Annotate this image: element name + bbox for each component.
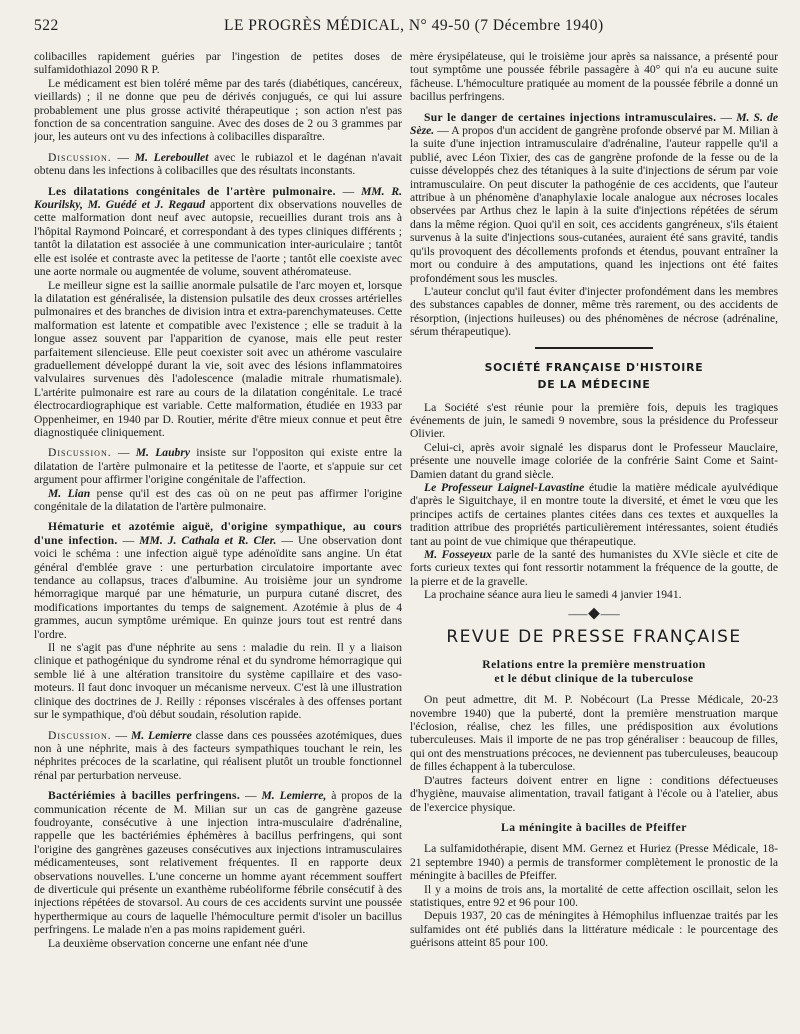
discussion-text: avec le rubiazol et le dagénan n'avait obtenu dans les infections à colibacilles que des résultats inconstants. bbox=[34, 150, 402, 178]
discussion-paragraph: Discussion. — M. Laubry insiste sur l'oppositon qui existe entre la dilatation de l'artère pulmonaire et la petitesse de l'aorte, et s'appuie sur cet argument pour affirmer l'origine congénitale de l'affection. bbox=[34, 446, 402, 487]
right-column bbox=[410, 50, 778, 1030]
section-title: Les dilatations congénitales de l'artère pulmonaire. bbox=[48, 184, 336, 198]
society-heading-line: DE LA MÉDECINE bbox=[537, 377, 651, 391]
left-column bbox=[34, 50, 402, 1030]
author: M. Lemierre bbox=[130, 728, 192, 742]
paragraph: Depuis 1937, 20 cas de méningites à Hémophilus influenzae traités par les sulfamides ont été publiés dans la littérature médicale : le pourcentage des guérisons atteint 85 pour 100. bbox=[410, 909, 778, 950]
authors: MM. J. Cathala et R. Cler. bbox=[139, 533, 277, 547]
discussion-text: insiste sur l'oppositon qui existe entre la dilatation de l'artère pulmonaire et la petitesse de l'aorte, et s'appuie sur cet argument pour affirmer l'origine congénitale de l'affection. bbox=[34, 446, 402, 487]
paragraph: La Société s'est réunie pour la première fois, depuis les tragiques événements de juin, le samedi 9 novembre, sous la présidence du Professeur Olivier. bbox=[410, 400, 778, 441]
author: M. Laubry bbox=[135, 446, 190, 460]
paragraph-text: étudie la matière médicale ayulvédique d'après le Siguitchaye, il en montre toute la diversité, et émet le vœu que les principes actifs de certaines plantes citées dans ces textes et auxquelles la tradition attribue des propriétés particulièrement intéressantes, soient étudiés tant au point de vue chimique que thérapeutique. bbox=[410, 480, 778, 548]
section-title: Hématurie et azotémie aiguë, d'origine sympathique, au cours d'une infection. bbox=[34, 520, 402, 547]
paragraph: Le médicament est bien toléré même par des tarés (diabétiques, cancéreux, vieillards) ; il ne donne que peu de dérivés conjugués, ce qui lui assure probablement une plus grosse activité thérapeutique ; son action n'est pas fonction de sa concentration sanguine. Avec des doses de 2 ou 3 grammes par jour, les auteurs ont vu des infections à colibacilles disparaître. bbox=[34, 76, 402, 144]
title-line: Relations entre la première menstruation bbox=[482, 658, 706, 672]
ornament-divider: ⸺◆⸺ bbox=[567, 606, 621, 621]
page-header bbox=[34, 6, 766, 36]
section-text: à propos de la communication récente de M. Milian sur un cas de gangrène gazeuse foudroyante, consécutive à une injection intra-musculaire d'adrénaline, rappelle que les bactériémies éphémères à bacillus perfringens, qui sont l'origine des gangrènes gazeuses consécutives aux injections intramusculaires médicamenteuses, sont relativement fréquentes. Il en rapporte deux observations nouvelles. L'une concerne un homme ayant récemment souffert de diverticule qui présente un exanthème rubéoliforme fébrile consécutif à des injections répétées de stovarsol. Au cours de ces accidents survint une poussée hyperthermique au cours de laquelle l'hémoculture permit d'isoler un bacillus perfringens. Le malade n'en a pas moins rapidement guéri. bbox=[34, 789, 402, 937]
discussion-paragraph: Discussion. — M. Lereboullet avec le rubiazol et le dagénan n'avait obtenu dans les infections à colibacilles que des résultats inconstants. bbox=[34, 150, 402, 178]
section-paragraph: Hématurie et azotémie aiguë, d'origine sympathique, au cours d'une infection. — MM. J. Cathala et R. Cler. — Une observation dont voici le schéma : une infection aiguë type adénoïdite sans angine. Un état général d'emblée grave : une perturbation circulatoire importante avec tendance au collapsus, traces d'albumine. Au troisième jour un syndrome hémorragique marqué par une hématurie, un purpura cutané discret, des modifications importantes du temps de saignement. Azotémie à plus de 4 grammes, aucun symptôme urémique. En quinze jours tout est rentré dans l'ordre. bbox=[34, 520, 402, 641]
discussion-label: Discussion. bbox=[48, 728, 112, 742]
paragraph: La prochaine séance aura lieu le samedi 4 janvier 1941. bbox=[424, 588, 682, 602]
discussion-text: classe dans ces poussées azotémiques, dues non à une néphrite, mais à des facteurs sympathiques touchant le rein, les néphrites précoces de la scarlatine, qui réalisent plutôt un trouble fonctionnel rénal par perturbation nerveuse. bbox=[34, 728, 402, 782]
revue-title: REVUE DE PRESSE FRANÇAISE bbox=[446, 627, 742, 648]
section-text: — A propos d'un accident de gangrène profonde observé par M. Milian à la suite d'une injection intramusculaire d'adrénaline, l'auteur rappelle qu'il a publié, avec Léon Tixier, des cas de gangrène profonde de la fesse ou de la cuisse développés chez des tétaniques à la suite d'injections de sérum par voie intramusculaire. On peut discuter la pathogénie de ces accidents, que l'auteur attribue à un phénomène d'anaphylaxie locale analogue aux nécroses locales observées par Arthus chez le lapin à la suite d'injections répétées de sérum dans la même région. Quoi qu'il en soit, ces accidents gangréneux, s'ils étaient survenus à la suite d'injections sous-cutanées, auraient été sans gravité, tandis qu'ils provoquent des décollements profonds et étendus, pouvant entraîner la mort ou conduire à des amputations, quand les injections ont été faites profondément sous les muscles. bbox=[410, 124, 778, 285]
paragraph bbox=[34, 487, 402, 514]
running-title: LE PROGRÈS MÉDICAL, N° 49-50 (7 Décembre 1940) bbox=[224, 17, 604, 34]
separator-rule bbox=[535, 347, 653, 349]
paragraph: mère érysipélateuse, qui le troisième jour après sa naissance, a présenté pour tout symptôme une poussée fébrile passagère à 40° qui n'a eu aucune suite fâcheuse. L'hémoculture pratiquée au moment de la poussée fébrile a donné un bacillus perfringens. bbox=[410, 50, 778, 104]
author: M. S. de Sèze. bbox=[410, 110, 778, 138]
section-paragraph: Les dilatations congénitales de l'artère pulmonaire. — MM. R. Kourilsky, M. Guédé et J. Regaud apportent dix observations nouvelles de cette malformation dont neuf avec autopsie, recueillies durant trois ans à l'hôpital Raymond Poincaré, et correspondant à des types cliniques différents ; tantôt la dilatation est associée à une communication inter-auriculaire ; tantôt elle est isolée et contraste avec la petitesse de l'aorte ; tantôt elle coexiste avec une aorte normale ou augmentée de volume, souvent athéromateuse. bbox=[34, 184, 402, 279]
paragraph: Le meilleur signe est la saillie anormale pulsatile de l'arc moyen et, lorsque la dilatation est généralisée, la distension pulsatile des deux crosses artérielles pulmonaires et des branches de division intra et extra-parenchymateuses. Cette malformation est latente et compatible avec l'existence ; elle se traduit à la longue assez souvent par l'apparition de cyanose, mais elle peut rester parfaitement silencieuse. Elle peut coexister soit avec un athérome vasculaire graduellement développé durant la vie, soit avec des lésions inflammatoires valvulaires survenues dès l'adolescence (maladie mitrale rhumatismale). L'artérite pulmonaire est rare au cours de la dilatation congénitale. Le tracé électrocardiographique est variable. Cette malformation, étudiée en 1933 par Oppenheimer, en 1940 par D. Routier, mérite d'être mieux connue et peut être diagnostiquée cliniquement. bbox=[34, 278, 402, 439]
discussion-paragraph: Discussion. — M. Lemierre classe dans ces poussées azotémiques, dues non à une néphrite, mais à des facteurs sympathiques touchant le rein, les néphrites précoces de la scarlatine, qui réalisent plutôt un trouble fonctionnel rénal par perturbation nerveuse. bbox=[34, 728, 402, 782]
society-heading-line: SOCIÉTÉ FRANÇAISE D'HISTOIRE bbox=[484, 360, 704, 374]
paragraph-text: parle de la santé des humanistes du XVIe siècle et cite de forts curieux textes qui font ressortir notamment la fréquence de la goutte, de la pierre et de la gravelle. bbox=[410, 548, 778, 588]
section-title: Bactériémies à bacilles perfringens. bbox=[48, 789, 241, 803]
discussion-label: Discussion. bbox=[48, 150, 112, 164]
discussion-label: Discussion. bbox=[48, 446, 112, 460]
section-title bbox=[410, 658, 778, 685]
section-title: Sur le danger de certaines injections intramusculaires. bbox=[424, 110, 717, 124]
paragraph: D'autres facteurs doivent entrer en ligne : conditions défectueuses d'hygiène, mauvaise alimentation, travail fatigant à l'école ou à l'atelier, abus de l'exercice physique. bbox=[410, 773, 778, 814]
section-title: La méningite à bacilles de Pfeiffer bbox=[501, 820, 687, 834]
paragraph: Il ne s'agit pas d'une néphrite au sens : maladie du rein. Il y a liaison clinique et pathogénique du syndrome rénal et du syndrome hémorragique qui semble lié à une altération transitoire du système capillaire et des vaso-moteurs. Il faut donc invoquer un mécanisme nerveux. C'est là une illustration clinique des doctrines de J. Reilly : réponses viscérales à des offenses portant sur le sympathique, d'où début soudain, résolution rapide. bbox=[34, 641, 402, 722]
section-text: — Une observation dont voici le schéma : une infection aiguë type adénoïdite sans angine. Un état général d'emblée grave : une perturbation circulatoire importante avec tendance au collapsus, traces d'albumine. Au troisième jour un syndrome hémorragique marqué par une hématurie, un purpura cutané discret, des modifications importantes du temps de saignement. Azotémie à plus de 4 grammes, aucun symptôme urémique. En quinze jours tout est rentré dans l'ordre. bbox=[34, 533, 402, 641]
paragraph: Il y a moins de trois ans, la mortalité de cette affection oscillait, selon les statistiques, entre 92 et 96 pour 100. bbox=[410, 882, 778, 909]
paragraph bbox=[410, 548, 778, 588]
author: M. Lian bbox=[48, 486, 91, 500]
author: M. Lereboullet bbox=[134, 150, 209, 164]
paragraph: L'auteur conclut qu'il faut éviter d'injecter profondément dans les membres des substances capables de donner, même très rarement, ou des accidents de résorption, (injections huileuses) ou des phénomènes de nécrose (adrénaline, sérum thérapeutique). bbox=[410, 284, 778, 339]
paragraph bbox=[410, 481, 778, 548]
author: M. Lemierre, bbox=[261, 789, 327, 803]
paragraph-text: pense qu'il est des cas où on ne peut pas affirmer l'origine congénitale de la dilatation de l'artère pulmonaire. bbox=[34, 486, 402, 513]
section-text: apportent dix observations nouvelles de cette malformation dont neuf avec autopsie, recueillies durant trois ans à l'hôpital Raymond Poincaré, et correspondant à des types cliniques différents ; tantôt la dilatation est associée à une communication inter-auriculaire ; tantôt elle est isolée et contraste avec la petitesse de l'aorte ; tantôt elle coexiste avec une aorte normale ou augmentée de volume, souvent athéromateuse. bbox=[34, 198, 402, 279]
authors: MM. R. Kourilsky, M. Guédé et J. Regaud bbox=[34, 184, 402, 212]
paragraph: colibacilles rapidement guéries par l'ingestion de petites doses de sulfamidothiazol 2090 R P. bbox=[34, 50, 402, 77]
paragraph: La sulfamidothérapie, disent MM. Gernez et Huriez (Presse Médicale, 18-21 septembre 1940) a permis de transformer complètement le pronostic de la méningite à bacilles de Pfeiffer. bbox=[410, 842, 778, 883]
paragraph: Celui-ci, après avoir signalé les disparus dont le Professeur Mauclaire, présente une nouvelle image coloriée de la confrérie Saint Come et Saint-Damien datant du grand siècle. bbox=[410, 440, 778, 481]
section-paragraph: Bactériémies à bacilles perfringens. — M. Lemierre, à propos de la communication récente de M. Milian sur un cas de gangrène gazeuse foudroyante, consécutive à une injection intra-musculaire d'adrénaline, rappelle que les bactériémies éphémères à bacillus perfringens, qui sont l'origine des gangrènes gazeuses consécutives aux injections intramusculaires médicamenteuses, sont relativement fréquentes. Il en rapporte deux observations nouvelles. L'une concerne un homme ayant récemment souffert de diverticule qui présente un exanthème rubéoliforme fébrile consécutif à des injections répétées de stovarsol. Au cours de ces accidents survint une poussée hyperthermique au cours de laquelle l'hémoculture permit d'isoler un bacillus perfringens. Le malade n'en a pas moins rapidement guéri. bbox=[34, 789, 402, 937]
paragraph: La deuxième observation concerne une enfant née d'une bbox=[48, 936, 308, 950]
society-heading bbox=[410, 359, 778, 393]
paragraph: On peut admettre, dit M. P. Nobécourt (La Presse Médicale, 20-23 novembre 1940) que la puberté, dont la première menstruation marque l'éclosion, réalise, chez les filles, une prédisposition aux évolutions tuberculeuses. Mais il importe de ne pas trop généraliser : beaucoup de filles, qui ont des menstruations précoces, ne deviennent pas tuberculeuses, beaucoup de filles échappent à la tuberculose. bbox=[410, 693, 778, 774]
author: M. Fosseyeux bbox=[424, 548, 492, 561]
title-line: et le début clinique de la tuberculose bbox=[494, 671, 694, 685]
section-paragraph: Sur le danger de certaines injections intramusculaires. — M. S. de Sèze. — A propos d'un accident de gangrène profonde observé par M. Milian à la suite d'une injection intramusculaire d'adrénaline, l'auteur rappelle qu'il a publié, avec Léon Tixier, des cas de gangrène profonde de la fesse ou de la cuisse développés chez des tétaniques à la suite d'injections de sérum par voie intramusculaire. On peut discuter la pathogénie de ces accidents, que l'auteur attribue à un phénomène d'anaphylaxie locale analogue aux nécroses locales observées par Arthus chez le lapin à la suite d'injections répétées de sérum dans la même région. Quoi qu'il en soit, ces accidents gangréneux, s'ils étaient survenus à la suite d'injections sous-cutanées, auraient été sans gravité, tandis qu'ils provoquent des décollements profonds et étendus, pouvant entraîner la mort ou conduire à des amputations, quand les injections ont été faites profondément sous les muscles. bbox=[410, 110, 778, 285]
author: Le Professeur Laignel-Lavastine bbox=[424, 480, 585, 494]
page-number: 522 bbox=[34, 17, 59, 34]
